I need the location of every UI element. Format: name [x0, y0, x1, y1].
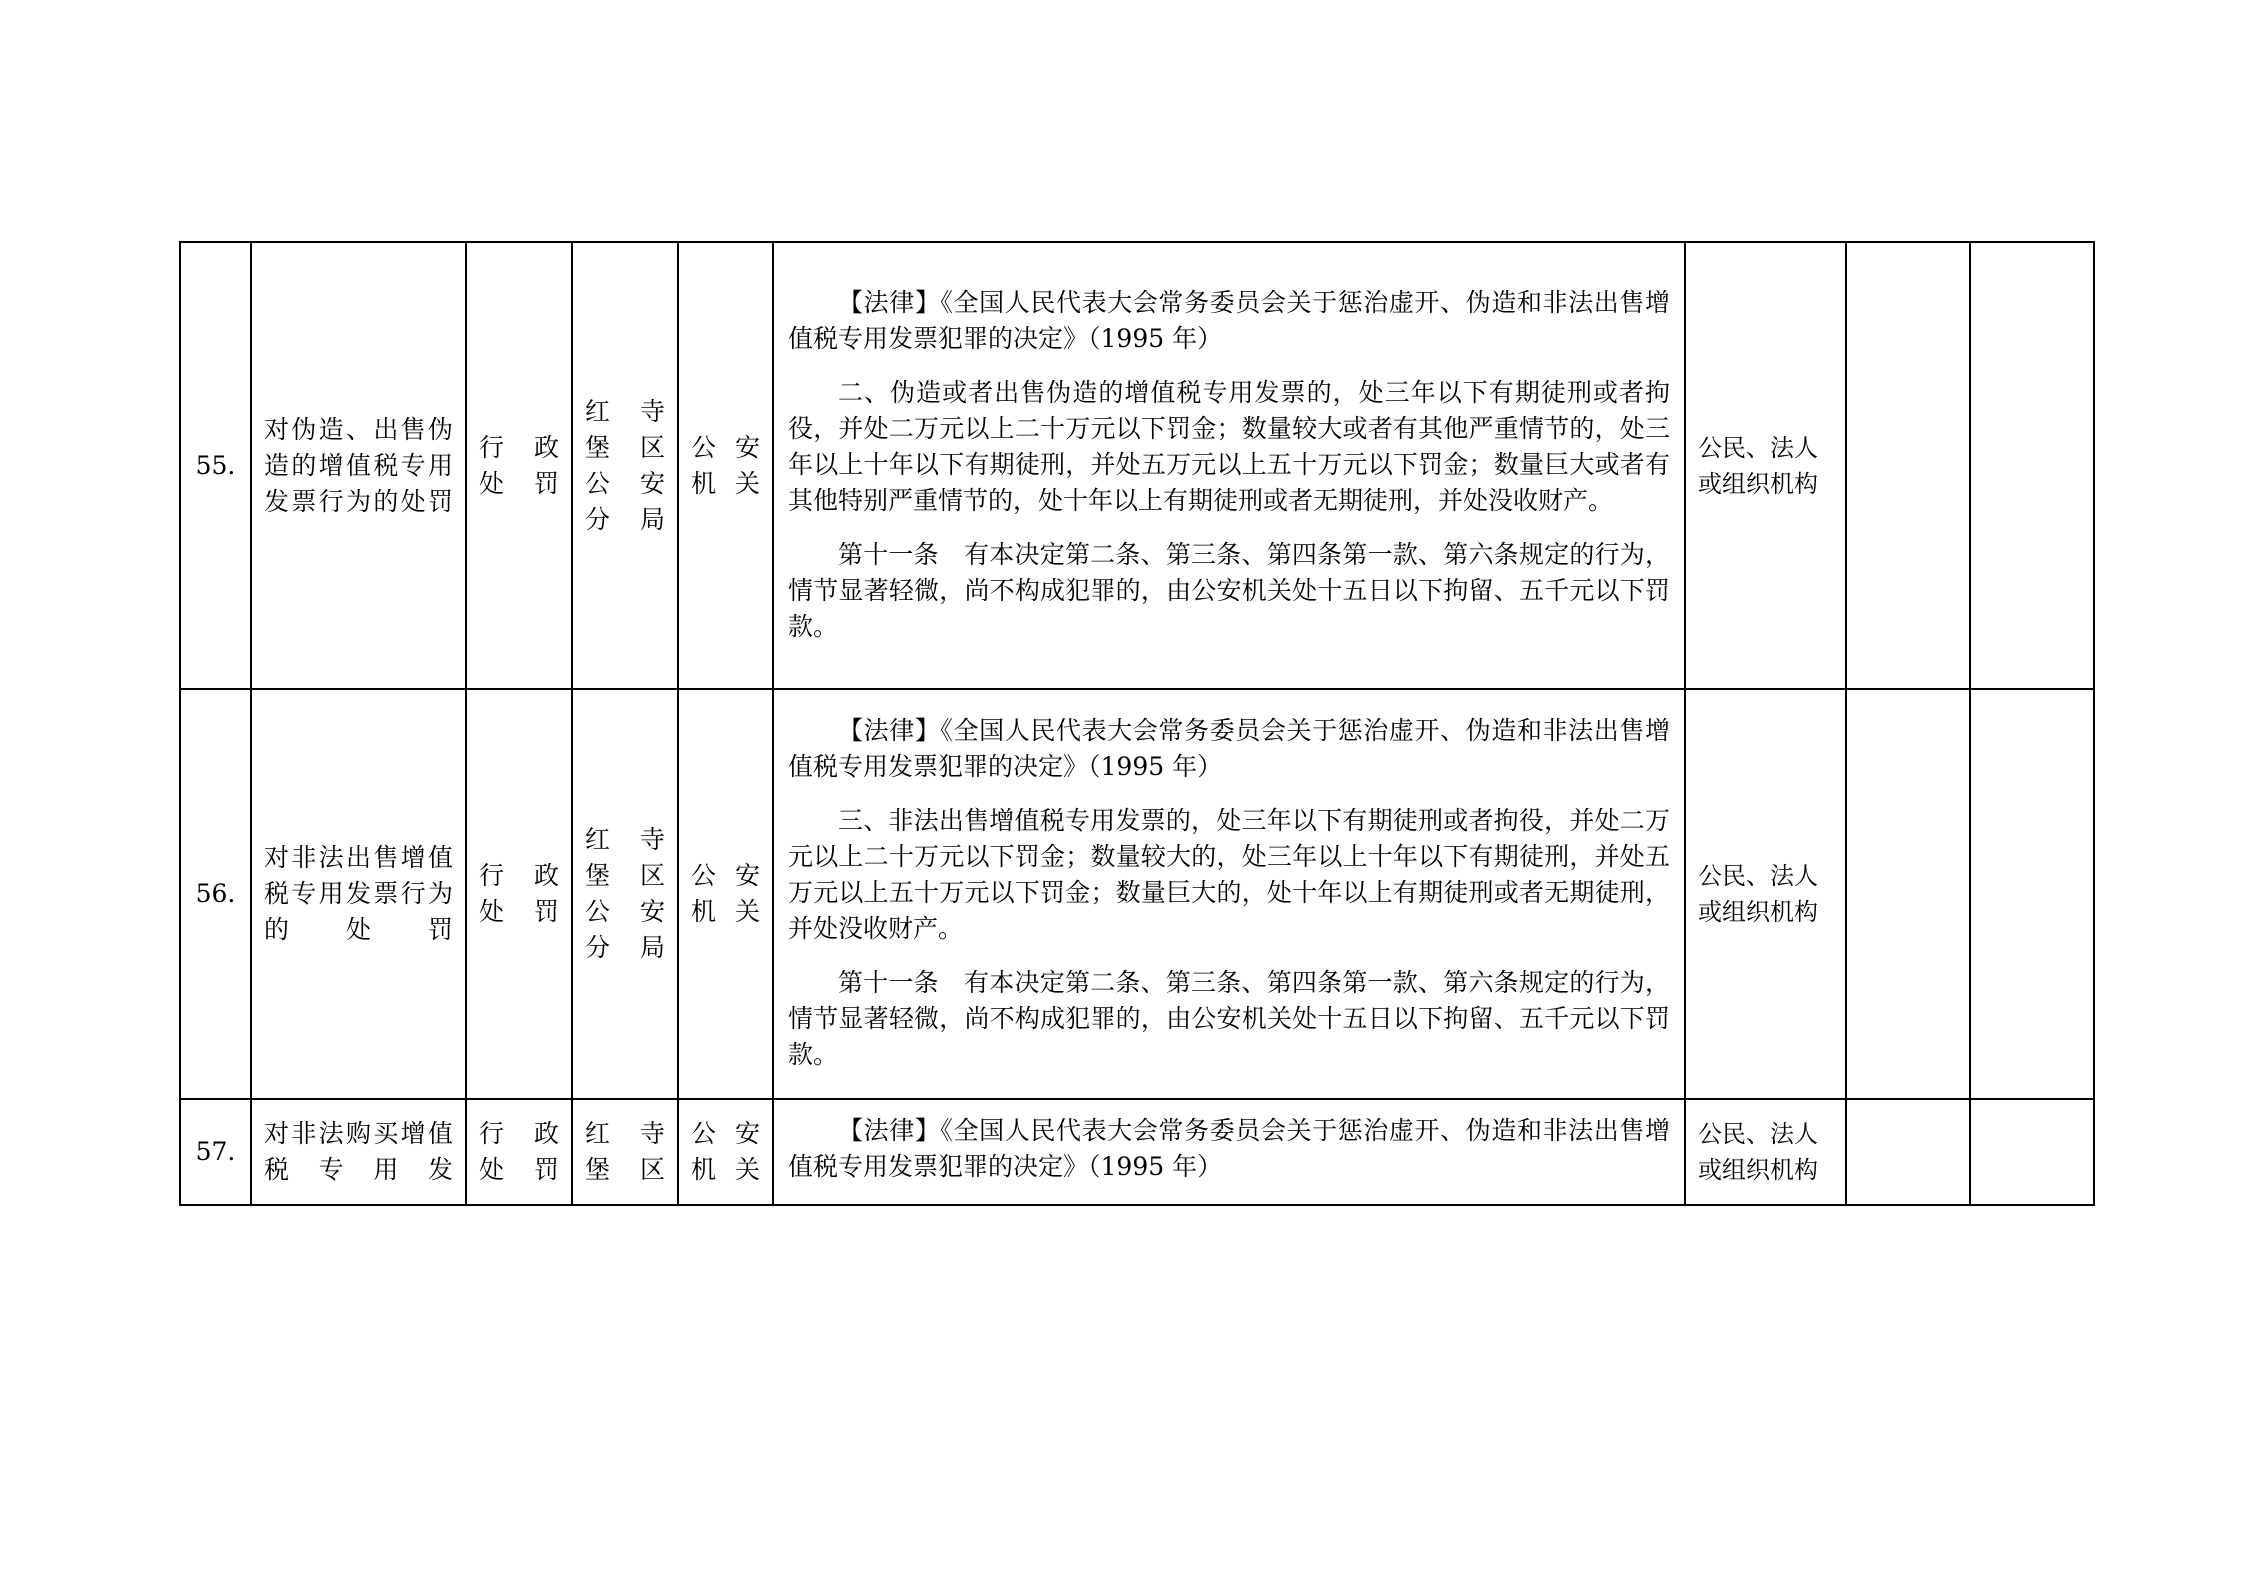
legal-basis — [773, 242, 1685, 689]
target-object: 公民、法人或组织机构 — [1685, 689, 1846, 1099]
table-row — [180, 689, 2094, 1099]
empty-cell — [1846, 1099, 1970, 1205]
empty-cell — [1970, 689, 2094, 1099]
organ: 公 安 机关 — [678, 689, 773, 1099]
legal-basis — [773, 1099, 1685, 1205]
table-row — [180, 242, 2094, 689]
basis-paragraph: 三、非法出售增值税专用发票的，处三年以下有期徒刑或者拘役，并处二万元以上二十万元以下罚金；数量较大的，处三年以上十年以下有期徒刑，并处五万元以上五十万元以下罚金；数量巨大的，处十年以上有期徒刑或者无期徒刑，并处没收财产。 — [788, 806, 1670, 943]
row-number: 57. — [180, 1099, 251, 1205]
basis-paragraph: 【法律】《全国人民代表大会常务委员会关于惩治虚开、伪造和非法出售增值税专用发票犯罪的决定》（1995 年） — [788, 716, 1670, 781]
empty-cell — [1846, 242, 1970, 689]
item-name: 对非法购买增值税专用发 — [251, 1099, 466, 1205]
basis-paragraph: 第十一条 有本决定第二条、第三条、第四条第一款、第六条规定的行为，情节显著轻微，尚不构成犯罪的，由公安机关处十五日以下拘留、五千元以下罚款。 — [788, 539, 1670, 641]
empty-cell — [1846, 689, 1970, 1099]
item-type: 行 政 处罚 — [466, 1099, 572, 1205]
penalty-table — [179, 241, 2095, 1206]
item-name: 对伪造、出售伪造的增值税专用发票行为的处罚 — [251, 242, 466, 689]
organ: 公 安 机关 — [678, 242, 773, 689]
target-object: 公民、法人或组织机构 — [1685, 1099, 1846, 1205]
empty-cell — [1970, 1099, 2094, 1205]
department: 红 寺 堡 区 公 安 分局 — [572, 689, 678, 1099]
legal-basis — [773, 689, 1685, 1099]
row-number: 56. — [180, 689, 251, 1099]
basis-paragraph: 二、伪造或者出售伪造的增值税专用发票的，处三年以下有期徒刑或者拘役，并处二万元以上二十万元以下罚金；数量较大或者有其他严重情节的，处三年以上十年以下有期徒刑，并处五万元以上五十万元以下罚金；数量巨大或者有其他特别严重情节的，处十年以上有期徒刑或者无期徒刑，并处没收财产。 — [788, 377, 1670, 515]
item-name: 对非法出售增值税专用发票行为的处罚 — [251, 689, 466, 1099]
target-object: 公民、法人或组织机构 — [1685, 242, 1846, 689]
table-row — [180, 1099, 2094, 1205]
department: 红 寺 堡 区 — [572, 1099, 678, 1205]
row-number: 55. — [180, 242, 251, 689]
department: 红 寺 堡 区 公 安 分局 — [572, 242, 678, 689]
organ: 公 安 机关 — [678, 1099, 773, 1205]
basis-paragraph: 第十一条 有本决定第二条、第三条、第四条第一款、第六条规定的行为，情节显著轻微，尚不构成犯罪的，由公安机关处十五日以下拘留、五千元以下罚款。 — [788, 968, 1670, 1069]
basis-paragraph: 【法律】《全国人民代表大会常务委员会关于惩治虚开、伪造和非法出售增值税专用发票犯罪的决定》（1995 年） — [788, 1116, 1670, 1181]
empty-cell — [1970, 242, 2094, 689]
item-type: 行 政 处罚 — [466, 689, 572, 1099]
basis-paragraph: 【法律】《全国人民代表大会常务委员会关于惩治虚开、伪造和非法出售增值税专用发票犯罪的决定》（1995 年） — [788, 287, 1670, 353]
item-type: 行 政 处罚 — [466, 242, 572, 689]
